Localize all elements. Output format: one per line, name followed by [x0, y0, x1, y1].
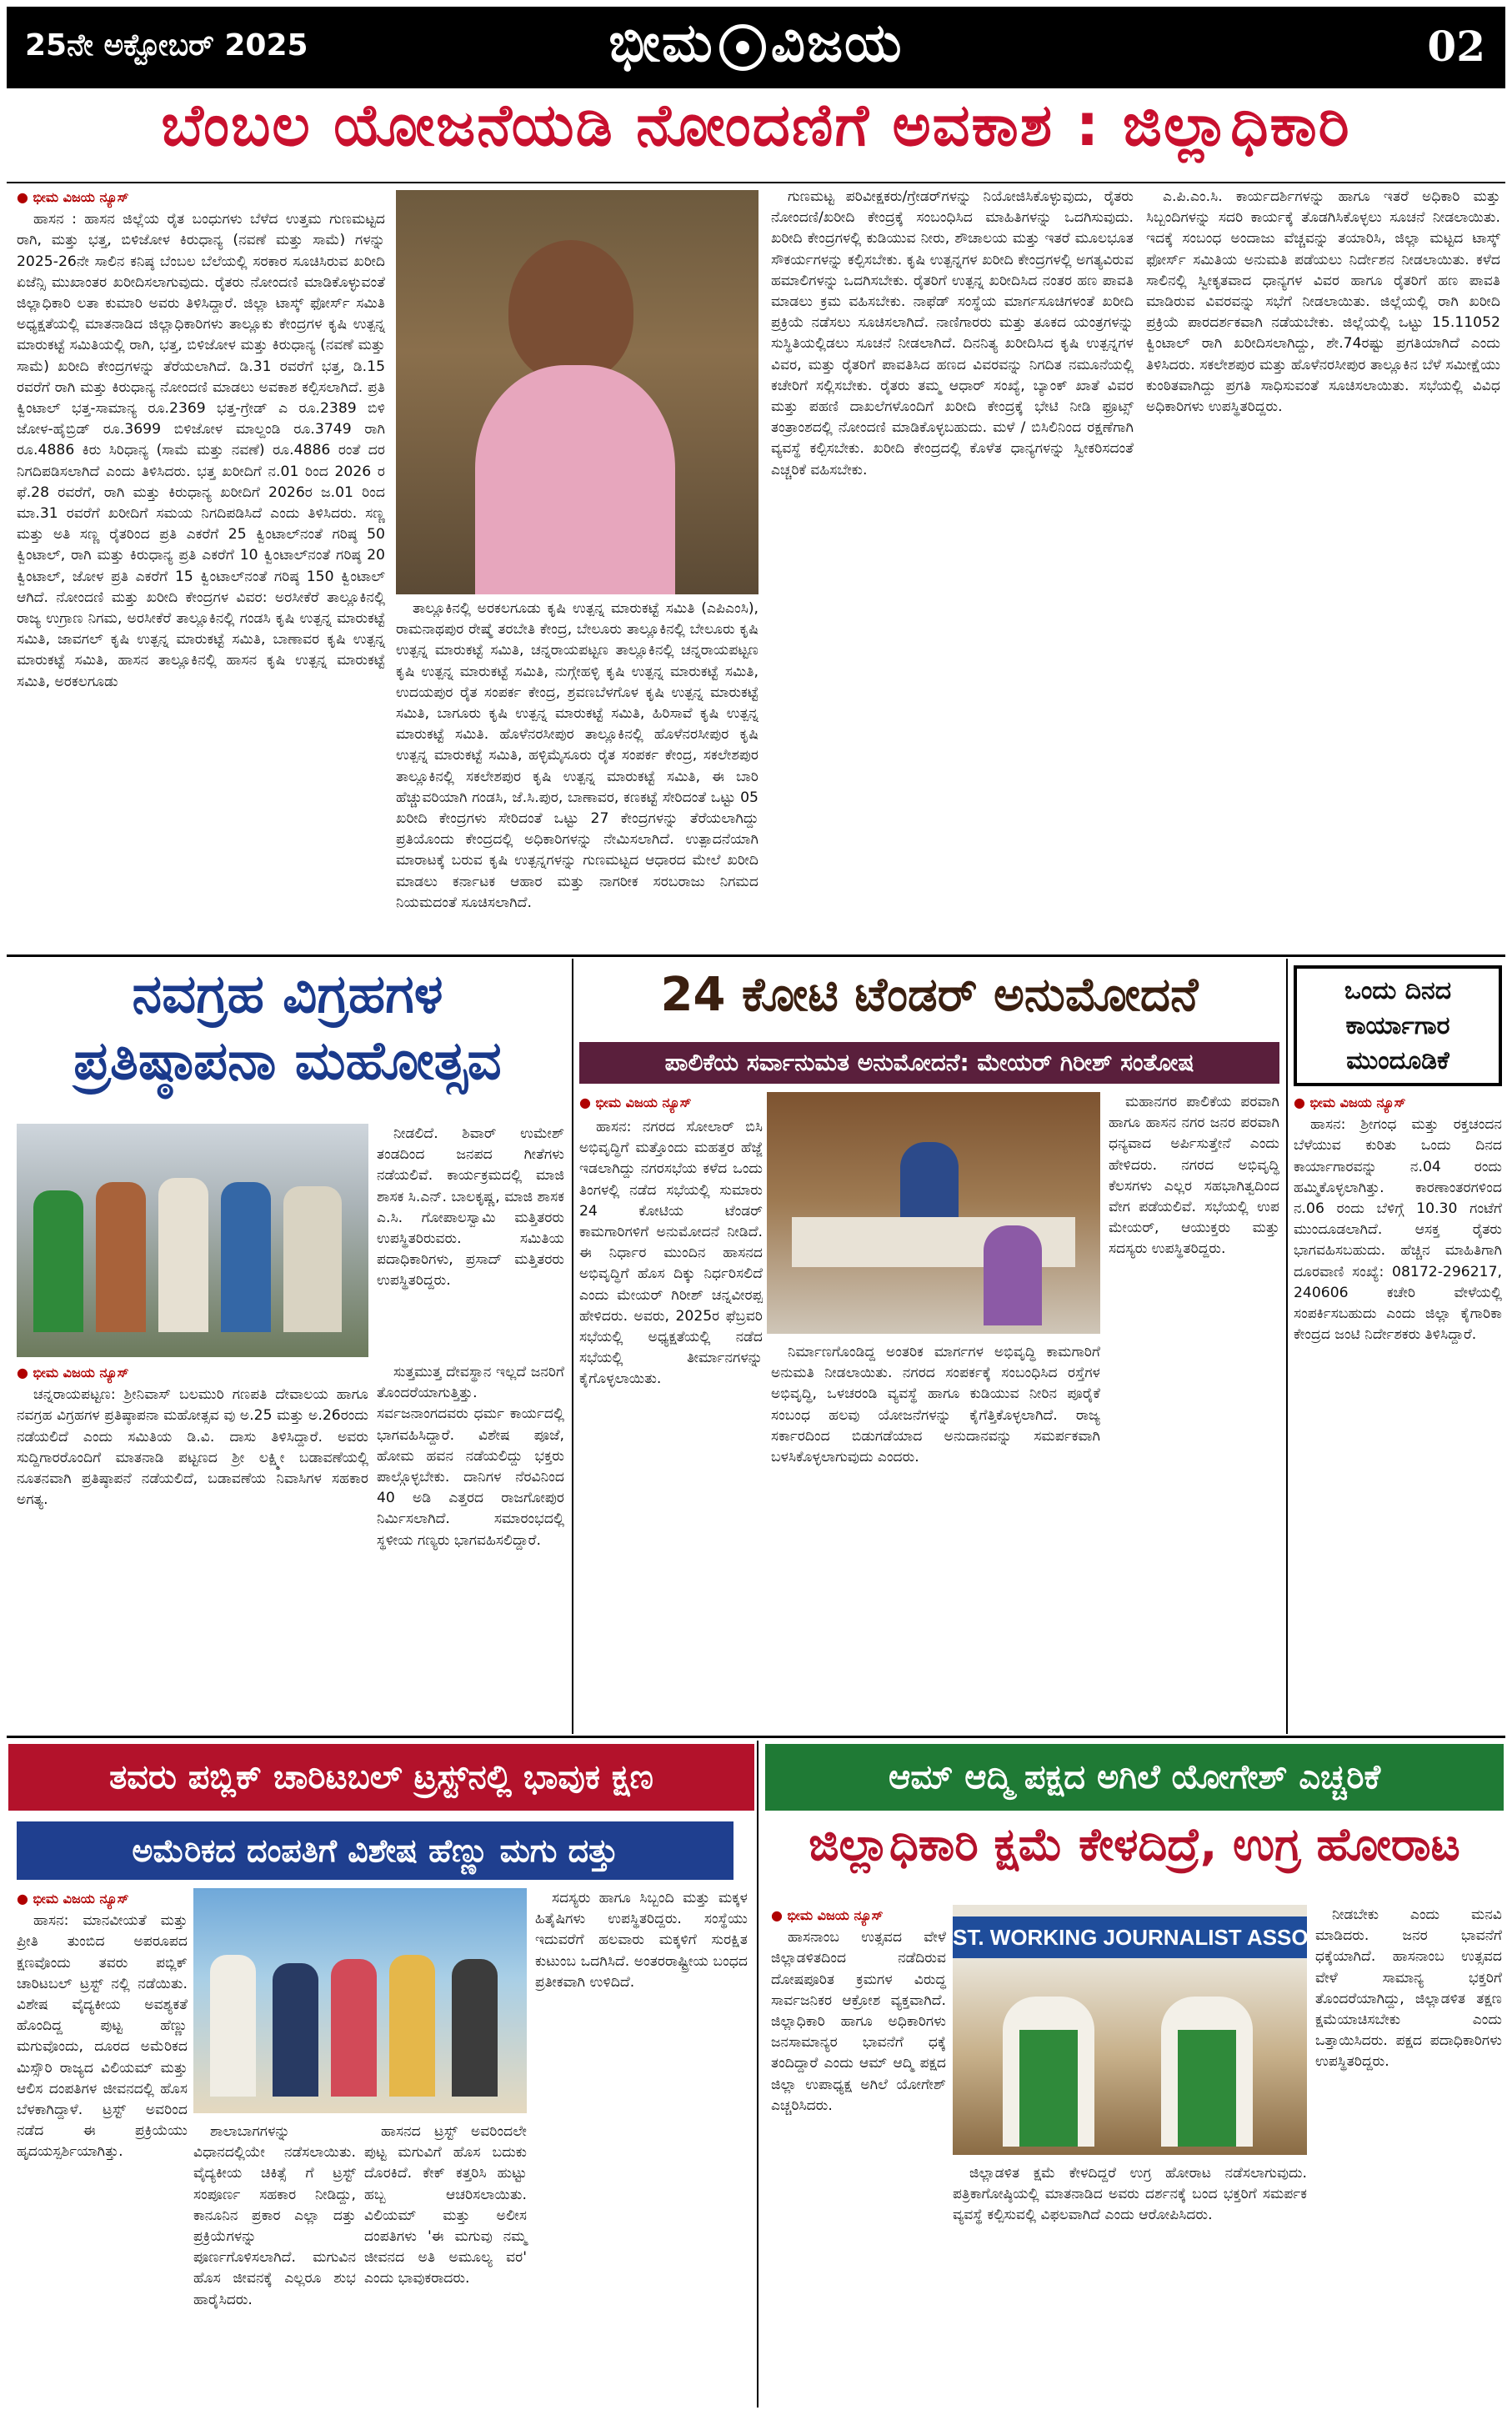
story2-text-3: ನೀಡಲಿದೆ. ಶಿವಾರ್ ಉಮೇಶ್ ತಂಡದಿಂದ ಜನಪದ ಗೀತೆಗಳು ನಡೆಯಲಿವೆ. ಕಾರ್ಯಕ್ರಮದಲ್ಲಿ ಮಾಜಿ ಶಾಸಕ ಸಿ.ಎನ್. ಬಾಲಕೃಷ್ಣ, ಮಾಜಿ ಶಾಸಕ ಎ.ಸಿ. ಗೋಪಾಲಸ್ವಾಮಿ ಮತ್ತಿತರರು ಉಪಸ್ಥಿತರಿರುವರು. ಸಮಿತಿಯ ಪದಾಧಿಕಾರಿಗಳು, ಪ್ರಸಾದ್ ಮತ್ತಿತರರು ಉಪಸ್ಥಿತರಿದ್ದರು. — [377, 1125, 564, 1290]
story3-byline: ● ಭೀಮ ವಿಜಯ ನ್ಯೂಸ್ — [579, 1092, 767, 1113]
story3-text-2: ನಿರ್ಮಾಣಗೊಂಡಿದ್ದ ಅಂತರಿಕ ಮಾರ್ಗಗಳ ಅಭಿವೃದ್ಧಿ ಕಾಮಗಾರಿಗೆ ಅನುಮತಿ ನೀಡಲಾಯಿತು. ನಗರದ ಸಂಪರ್ಕಕ್ಕೆ ಸಂಬಂಧಿಸಿದ ರಸ್ತೆಗಳ ಅಭಿವೃದ್ಧಿ, ಒಳಚರಂಡಿ ವ್ಯವಸ್ಥೆ ಹಾಗೂ ಕುಡಿಯುವ ನೀರಿನ ಪೂರೈಕೆ ಸಂಬಂಧ ಹಲವು ಯೋಜನೆಗಳನ್ನು ಕೈಗೆತ್ತಿಕೊಳ್ಳಲಾಗಿದೆ. ರಾಜ್ಯ ಸರ್ಕಾರದಿಂದ ಬಿಡುಗಡೆಯಾದ ಅನುದಾನವನ್ನು ಸಮರ್ಪಕವಾಗಿ ಬಳಸಿಕೊಳ್ಳಲಾಗುವುದು ಎಂದರು. — [771, 1344, 1100, 1466]
divider — [7, 182, 1505, 183]
story4-text: ಹಾಸನ: ಶ್ರೀಗಂಧ ಮತ್ತು ರಕ್ತಚಂದನ ಬೆಳೆಯುವ ಕುರಿತು ಒಂದು ದಿನದ ಕಾರ್ಯಾಗಾರವನ್ನು ನ.04 ರಂದು ಹಮ್ಮಿಕೊಳ್ಳಲಾಗಿತ್ತು. ಕಾರಣಾಂತರಗಳಿಂದ ನ.06 ರಂದು ಬೆಳಿಗ್ಗೆ 10.30 ಗಂಟೆಗೆ ಮುಂದೂಡಲಾಗಿದೆ. ಆಸಕ್ತ ರೈತರು ಭಾಗವಹಿಸಬಹುದು. ಹೆಚ್ಚಿನ ಮಾಹಿತಿಗಾಗಿ ದೂರವಾಣಿ ಸಂಖ್ಯೆ: 08172-296217, 240606 ಕಚೇರಿ ವೇಳೆಯಲ್ಲಿ ಸಂಪರ್ಕಿಸಬಹುದು ಎಂದು ಜಿಲ್ಲಾ ಕೈಗಾರಿಕಾ ಕೇಂದ್ರದ ಜಂಟಿ ನಿರ್ದೇಶಕರು ತಿಳಿಸಿದ್ದಾರೆ. — [1294, 1116, 1502, 1344]
chakra-icon — [719, 24, 766, 71]
story6-text-2: ಜಿಲ್ಲಾಡಳಿತ ಕ್ಷಮೆ ಕೇಳದಿದ್ದರೆ ಉಗ್ರ ಹೋರಾಟ ನಡೆಸಲಾಗುವುದು. ಪತ್ರಿಕಾಗೋಷ್ಠಿಯಲ್ಲಿ ಮಾತನಾಡಿದ ಅವರು ದರ್ಶನಕ್ಕೆ ಬಂದ ಭಕ್ತರಿಗೆ ಸಮರ್ಪಕ ವ್ಯವಸ್ಥೆ ಕಲ್ಪಿಸುವಲ್ಲಿ ವಿಫಲವಾಗಿದೆ ಎಂದು ಆರೋಪಿಸಿದರು. — [953, 2165, 1307, 2224]
story5-column-2 — [193, 2122, 356, 2397]
issue-date: 25ನೇ ಅಕ್ಟೋಬರ್ 2025 — [25, 28, 308, 63]
story2-headline-line2: ಪ್ರತಿಷ್ಠಾಪನಾ ಮಹೋತ್ಸವ — [73, 1030, 502, 1092]
story6-photo-press — [953, 1905, 1358, 2155]
story6-text-1: ಹಾಸನಾಂಬ ಉತ್ಸವದ ವೇಳೆ ಜಿಲ್ಲಾಡಳಿತದಿಂದ ನಡೆದಿರುವ ದೋಷಪೂರಿತ ಕ್ರಮಗಳ ವಿರುದ್ಧ ಸಾರ್ವಜನಿಕರ ಆಕ್ರೋಶ ವ್ಯಕ್ತವಾಗಿದೆ. ಜಿಲ್ಲಾಧಿಕಾರಿ ಹಾಗೂ ಅಧಿಕಾರಿಗಳು ಜನಸಾಮಾನ್ಯರ ಭಾವನೆಗೆ ಧಕ್ಕೆ ತಂದಿದ್ದಾರೆ ಎಂದು ಆಮ್ ಆದ್ಮಿ ಪಕ್ಷದ ಜಿಲ್ಲಾ ಉಪಾಧ್ಯಕ್ಷ ಅಗಿಲೆ ಯೋಗೇಶ್ ಎಚ್ಚರಿಸಿದರು. — [771, 1929, 946, 2114]
story6-headline: ಆಮ್ ಆದ್ಮಿ ಪಕ್ಷದ ಅಗಿಲೆ ಯೋಗೇಶ್ ಎಚ್ಚರಿಕೆ — [765, 1744, 1504, 1811]
story2-text-1: ಚನ್ನರಾಯಪಟ್ಟಣ: ಶ್ರೀನಿವಾಸ್ ಬಲಮುರಿ ಗಣಪತಿ ದೇವಾಲಯ ಹಾಗೂ ನವಗ್ರಹ ವಿಗ್ರಹಗಳ ಪ್ರತಿಷ್ಠಾಪನಾ ಮಹೋತ್ಸವ ವು ಅ.25 ಮತ್ತು ಅ.26ರಂದು ನಡೆಯಲಿದೆ ಎಂದು ಸಮಿತಿಯ ಡಿ.ವಿ. ದಾಸು ತಿಳಿಸಿದ್ದಾರೆ. ಅವರು ಸುದ್ದಿಗಾರರೊಂದಿಗೆ ಮಾತನಾಡಿ ಪಟ್ಟಣದ ಶ್ರೀ ಲಕ್ಷ್ಮೀ ಬಡಾವಣೆಯಲ್ಲಿ ನೂತನವಾಗಿ ಪ್ರತಿಷ್ಠಾಪನೆ ನಡೆಯಲಿದೆ, ಬಡಾವಣೆಯ ನಿವಾಸಿಗಳ ಸಹಕಾರ ಅಗತ್ಯ. — [17, 1386, 368, 1509]
divider — [1286, 959, 1288, 1734]
story3-photo-meeting — [767, 1092, 1100, 1334]
story6-column-3 — [1315, 1905, 1502, 2397]
story5-text-2: ಶಾಲಾಬಾಗಗಳನ್ನು ವಿಧಾನದಲ್ಲಿಯೇ ನಡೆಸಲಾಯಿತು. ವೈದ್ಯಕೀಯ ಚಿಕಿತ್ಸೆ ಗೆ ಟ್ರಸ್ಟ್ ಸಂಪೂರ್ಣ ಸಹಕಾರ ನೀಡಿದ್ದು, ಕಾನೂನಿನ ಪ್ರಕಾರ ಎಲ್ಲಾ ದತ್ತು ಪ್ರಕ್ರಿಯೆಗಳನ್ನು ಪೂರ್ಣಗೊಳಿಸಲಾಗಿದೆ. ಮಗುವಿನ ಹೊಸ ಜೀವನಕ್ಕೆ ಎಲ್ಲರೂ ಶುಭ ಹಾರೈಸಿದರು. — [193, 2123, 356, 2308]
story4-byline: ● ಭೀಮ ವಿಜಯ ನ್ಯೂಸ್ — [1294, 1092, 1502, 1113]
story3-column-1-text — [579, 1117, 763, 1726]
story1-text-1: ಹಾಸನ : ಹಾಸನ ಜಿಲ್ಲೆಯ ರೈತ ಬಂಧುಗಳು ಬೆಳೆದ ಉತ್ತಮ ಗುಣಮಟ್ಟದ ರಾಗಿ, ಮತ್ತು ಭತ್ತ, ಬಿಳಿಜೋಳ ಕಿರುಧಾನ್ಯ (ನವಣೆ ಮತ್ತು ಸಾಮೆ) ಗಳನ್ನು 2025-26ನೇ ಸಾಲಿನ ಕನಿಷ್ಠ ಬೆಂಬಲ ಬೆಲೆಯಲ್ಲಿ ಸರಕಾರ ಸೂಚಿಸಿರುವ ಖರೀದಿ ಏಜೆನ್ಸಿ ಮುಖಾಂತರ ಖರೀದಿಸಲಾಗುವುದು. ರೈತರು ನೋಂದಣಿ ಮಾಡಿಕೊಳ್ಳುವಂತೆ ಜಿಲ್ಲಾಧಿಕಾರಿ ಲತಾ ಕುಮಾರಿ ಅವರು ತಿಳಿಸಿದ್ದಾರೆ. ಜಿಲ್ಲಾ ಟಾಸ್ಕ್ ಫೋರ್ಸ್ ಸಮಿತಿ ಅಧ್ಯಕ್ಷತೆಯಲ್ಲಿ ಮಾತನಾಡಿದ ಜಿಲ್ಲಾಧಿಕಾರಿಗಳು ತಾಲ್ಲೂಕು ಕೇಂದ್ರಗಳ ಕೃಷಿ ಉತ್ಪನ್ನ ಮಾರುಕಟ್ಟೆ ಸಮಿತಿಯಲ್ಲಿ ರಾಗಿ, ಭತ್ತ, ಬಿಳಿಜೋಳ ಮತ್ತು ಕಿರುಧಾನ್ಯ (ನವಣೆ ಮತ್ತು ಸಾಮೆ) ಖರೀದಿ ಕೇಂದ್ರಗಳನ್ನು ತೆರೆಯಲಾಗಿದೆ. ಡಿ.31 ರವರೆಗೆ ಭತ್ತ, ಡಿ.15 ರವರೆಗೆ ರಾಗಿ ಮತ್ತು ಕಿರುಧಾನ್ಯ ನೋಂದಣಿ ಮಾಡಲು ಅವಕಾಶ ಕಲ್ಪಿಸಲಾಗಿದೆ. ಪ್ರತಿ ಕ್ವಿಂಟಾಲ್ ಭತ್ತ-ಸಾಮಾನ್ಯ ರೂ.2369 ಭತ್ತ-ಗ್ರೇಡ್ ಎ ರೂ.2389 ಬಿಳಿ ಜೋಳ-ಹೈಬ್ರಿಡ್ ರೂ.3699 ಬಿಳಿಜೋಳ ಮಾಲ್ದಂಡಿ ರೂ.3749 ರಾಗಿ ರೂ.4886 ಕಿರು ಸಿರಿಧಾನ್ಯ (ಸಾಮೆ ಮತ್ತು ನವಣೆ) ರೂ.4886 ರಂತೆ ದರ ನಿಗದಿಪಡಿಸಲಾಗಿದೆ ಎಂದು ತಿಳಿಸಿದರು. ಭತ್ತ ಖರೀದಿಗೆ ನ.01 ರಿಂದ 2026 ರ ಫೆ.28 ರವರೆಗೆ, ರಾಗಿ ಮತ್ತು ಕಿರುಧಾನ್ಯ ಖರೀದಿಗೆ 2026ರ ಜ.01 ರಿಂದ ಮಾ.31 ರವರೆಗೆ ಖರೀದಿಗೆ ಸಮಯ ನಿಗದಿಪಡಿಸಿದೆ ಎಂದು ತಿಳಿಸಿದರು. ಸಣ್ಣ ಮತ್ತು ಅತಿ ಸಣ್ಣ ರೈತರಿಂದ ಪ್ರತಿ ಎಕರೆಗೆ 25 ಕ್ವಿಂಟಾಲ್‌ನಂತೆ ಗರಿಷ್ಠ 50 ಕ್ವಿಂಟಾಲ್, ರಾಗಿ ಮತ್ತು ಕಿರುಧಾನ್ಯ ಪ್ರತಿ ಎಕರೆಗೆ 10 ಕ್ವಿಂಟಾಲ್‌ನಂತೆ ಗರಿಷ್ಠ 20 ಕ್ವಿಂಟಾಲ್, ಜೋಳ ಪ್ರತಿ ಎಕರೆಗೆ 15 ಕ್ವಿಂಟಾಲ್‌ನಂತೆ ಗರಿಷ್ಠ 150 ಕ್ವಿಂಟಾಲ್ ಆಗಿದೆ. ನೋಂದಣಿ ಮತ್ತು ಖರೀದಿ ಕೇಂದ್ರಗಳ ವಿವರ: ಅರಸೀಕೆರೆ ತಾಲ್ಲೂಕಿನಲ್ಲಿ ರಾಜ್ಯ ಉಗ್ರಾಣ ನಿಗಮ, ಅರಸೀಕೆರೆ ತಾಲ್ಲೂಕಿನಲ್ಲಿ ಗಂಡಸಿ ಕೃಷಿ ಉತ್ಪನ್ನ ಮಾರುಕಟ್ಟೆ ಸಮಿತಿ, ಜಾವಗಲ್ ಕೃಷಿ ಉತ್ಪನ್ನ ಮಾರುಕಟ್ಟೆ ಸಮಿತಿ, ಬಾಣಾವರ ಕೃಷಿ ಉತ್ಪನ್ನ ಮಾರುಕಟ್ಟೆ ಸಮಿತಿ, ಹಾಸನ ತಾಲ್ಲೂಕಿನಲ್ಲಿ ಹಾಸನ ಕೃಷಿ ಉತ್ಪನ್ನ ಮಾರುಕಟ್ಟೆ ಸಮಿತಿ, ಅರಕಲಗೂಡು — [17, 211, 385, 690]
story3-subhead: ಪಾಲಿಕೆಯ ಸರ್ವಾನುಮತ ಅನುಮೋದನೆ: ಮೇಯರ್ ಗಿರೀಶ್ ಸಂತೋಷ — [579, 1042, 1279, 1084]
story5-text-1: ಹಾಸನ: ಮಾನವೀಯತೆ ಮತ್ತು ಪ್ರೀತಿ ತುಂಬಿದ ಅಪರೂಪದ ಕ್ಷಣವೊಂದು ತವರು ಪಬ್ಲಿಕ್ ಚಾರಿಟಬಲ್ ಟ್ರಸ್ಟ್ ನಲ್ಲಿ ನಡೆಯಿತು. ವಿಶೇಷ ವೈದ್ಯಕೀಯ ಅವಶ್ಯಕತೆ ಹೊಂದಿದ್ದ ಪುಟ್ಟ ಹೆಣ್ಣು ಮಗುವೊಂದು, ದೂರದ ಅಮೆರಿಕದ ಮಿಸ್ಸೌರಿ ರಾಜ್ಯದ ವಿಲಿಯಮ್ ಮತ್ತು ಆಲಿಸ ದಂಪತಿಗಳ ಜೀವನದಲ್ಲಿ ಹೊಸ ಬೆಳಕಾಗಿದ್ದಾಳೆ. ಟ್ರಸ್ಟ್ ಅವರಿಂದ ನಡೆದ ಈ ಪ್ರಕ್ರಿಯೆಯು ಹೃದಯಸ್ಪರ್ಶಿಯಾಗಿತ್ತು. — [17, 1912, 188, 2161]
logo-text-left: ಭೀಮ — [608, 12, 714, 74]
story6-subhead: ಜಿಲ್ಲಾಧಿಕಾರಿ ಕ್ಷಮೆ ಕೇಳದಿದ್ರೆ, ಉಗ್ರ ಹೋರಾಟ — [809, 1818, 1460, 1871]
divider — [572, 959, 573, 1734]
story4-headline-line2: ಕಾರ್ಯಾಗಾರ — [1345, 1011, 1450, 1040]
story5-column-3 — [364, 2122, 527, 2397]
story1-column-2 — [396, 599, 759, 949]
story6-byline: ● ಭೀಮ ವಿಜಯ ನ್ಯೂಸ್ — [771, 1905, 946, 1926]
divider — [7, 1736, 1505, 1738]
masthead — [7, 7, 1505, 88]
story2-photo-group — [17, 1124, 368, 1357]
story6-column-2 — [953, 2163, 1307, 2397]
story5-text-3: ಹಾಸನದ ಟ್ರಸ್ಟ್ ಅವರಿಂದಲೇ ಪುಟ್ಟ ಮಗುವಿಗೆ ಹೊಸ ಬದುಕು ದೊರಕಿದೆ. ಕೇಕ್ ಕತ್ತರಿಸಿ ಹುಟ್ಟು ಹಬ್ಬ ಆಚರಿಸಲಾಯಿತು. ವಿಲಿಯಮ್ ಮತ್ತು ಅಲೀಸ ದಂಪತಿಗಳು 'ಈ ಮಗುವು ನಮ್ಮ ಜೀವನದ ಅತಿ ಅಮೂಲ್ಯ ವರ' ಎಂದು ಭಾವುಕರಾದರು. — [364, 2123, 527, 2287]
divider — [7, 954, 1505, 957]
divider — [757, 1741, 759, 2407]
story3-column-3 — [1109, 1092, 1279, 1726]
story4-headline-box — [1294, 965, 1502, 1086]
story3-headline: 24 ಕೋಟಿ ಟೆಂಡರ್ ಅನುಮೋದನೆ — [660, 968, 1199, 1022]
story4-headline-line3: ಮುಂದೂಡಿಕೆ — [1346, 1046, 1449, 1075]
story2-headline-line1: ನವಗ್ರಹ ವಿಗ್ರಹಗಳ — [132, 964, 443, 1025]
story2-byline: ● ಭೀಮ ವಿಜಯ ನ್ಯೂಸ್ — [17, 1362, 368, 1383]
story5-byline: ● ಭೀಮ ವಿಜಯ ನ್ಯೂಸ್ — [17, 1888, 188, 1909]
story3-text-3: ಮಹಾನಗರ ಪಾಲಿಕೆಯ ಪರವಾಗಿ ಹಾಗೂ ಹಾಸನ ನಗರ ಜನರ ಪರವಾಗಿ ಧನ್ಯವಾದ ಅರ್ಪಿಸುತ್ತೇನೆ ಎಂದು ಹೇಳಿದರು. ನಗರದ ಅಭಿವೃದ್ಧಿ ಕೆಲಸಗಳು ಎಲ್ಲರ ಸಹಭಾಗಿತ್ವದಿಂದ ವೇಗ ಪಡೆಯಲಿವೆ. ಸಭೆಯಲ್ಲಿ ಉಪ ಮೇಯರ್, ಆಯುಕ್ತರು ಮತ್ತು ಸದಸ್ಯರು ಉಪಸ್ಥಿತರಿದ್ದರು. — [1109, 1094, 1279, 1258]
story1-text-3: ಗುಣಮಟ್ಟ ಪರಿವೀಕ್ಷಕರು/ಗ್ರೇಡರ್‌ಗಳನ್ನು ನಿಯೋಜಿಸಿಕೊಳ್ಳುವುದು, ರೈತರು ನೋಂದಣಿ/ಖರೀದಿ ಕೇಂದ್ರಕ್ಕೆ ಸಂಬಂಧಿಸಿದ ಮಾಹಿತಿಗಳನ್ನು ಒದಗಿಸುವುದು. ಖರೀದಿ ಕೇಂದ್ರಗಳಲ್ಲಿ ಕುಡಿಯುವ ನೀರು, ಶೌಚಾಲಯ ಮತ್ತು ಇತರೆ ಮೂಲಭೂತ ಸೌಕರ್ಯಗಳನ್ನು ಕಲ್ಪಿಸಬೇಕು. ಕೃಷಿ ಉತ್ಪನ್ನಗಳ ಖರೀದಿ ಕೇಂದ್ರಗಳಲ್ಲಿ ಅಗತ್ಯವಿರುವ ಹಮಾಲಿಗಳನ್ನು ಒದಗಿಸಬೇಕು. ರೈತರಿಗೆ ಉತ್ಪನ್ನ ಖರೀದಿಸಿದ ನಂತರ ಹಣ ಪಾವತಿ ಮಾಡಲು ಕ್ರಮ ವಹಿಸಬೇಕು. ನಾಫೆಡ್ ಸಂಸ್ಥೆಯ ಮಾರ್ಗಸೂಚಿಗಳಂತೆ ಖರೀದಿ ಪ್ರಕ್ರಿಯೆ ನಡೆಸಲು ಸೂಚಿಸಲಾಗಿದೆ. ನಾಣಿಗಾರರು ಮತ್ತು ತೂಕದ ಯಂತ್ರಗಳನ್ನು ಸುಸ್ಥಿತಿಯಲ್ಲಿಡಲು ಸೂಚನೆ ನೀಡಲಾಗಿದೆ. ದಿನನಿತ್ಯ ಖರೀದಿಸಿದ ಕೃಷಿ ಉತ್ಪನ್ನಗಳ ವಿವರ, ಮತ್ತು ರೈತರಿಗೆ ಪಾವತಿಸಿದ ಹಣದ ವಿವರವನ್ನು ನಿಗದಿತ ನಮೂನೆಯಲ್ಲಿ ಕಚೇರಿಗೆ ಸಲ್ಲಿಸಬೇಕು. ರೈತರು ತಮ್ಮ ಆಧಾರ್ ಸಂಖ್ಯೆ, ಬ್ಯಾಂಕ್ ಖಾತೆ ವಿವರ ಮತ್ತು ಪಹಣಿ ದಾಖಲೆಗಳೊಂದಿಗೆ ಖರೀದಿ ಕೇಂದ್ರಕ್ಕೆ ಭೇಟಿ ನೀಡಿ ಫ್ರೂಟ್ಸ್ ತಂತ್ರಾಂಶದಲ್ಲಿ ನೋಂದಣಿ ಮಾಡಿಕೊಳ್ಳಬಹುದು. ಮಳೆ / ಬಿಸಿಲಿನಿಂದ ರಕ್ಷಣೆಗಾಗಿ ವ್ಯವಸ್ಥೆ ಕಲ್ಪಿಸಬೇಕು. ಖರೀದಿ ಕೇಂದ್ರದಲ್ಲಿ ಕೊಳೆತ ಧಾನ್ಯಗಳನ್ನು ಸ್ವೀಕರಿಸದಂತೆ ಎಚ್ಚರಿಕೆ ವಹಿಸಬೇಕು. — [771, 188, 1134, 478]
story5-headline: ತವರು ಪಬ್ಲಿಕ್ ಚಾರಿಟಬಲ್ ಟ್ರಸ್ಟ್‌ನಲ್ಲಿ ಭಾವುಕ ಕ್ಷಣ — [8, 1744, 754, 1811]
story1-headline: ಬೆಂಬಲ ಯೋಜನೆಯಡಿ ನೋಂದಣಿಗೆ ಅವಕಾಶ : ಜಿಲ್ಲಾಧಿಕಾರಿ — [161, 91, 1351, 159]
story5-column-4 — [535, 1888, 748, 2397]
story3-column-2 — [771, 1342, 1100, 1726]
story2-column-3 — [377, 1124, 564, 1357]
story1-byline: ● ಭೀಮ ವಿಜಯ ನ್ಯೂಸ್ — [17, 187, 385, 208]
story2-text-2: ಸುತ್ತಮುತ್ತ ದೇವಸ್ಥಾನ ಇಲ್ಲದೆ ಜನರಿಗೆ ತೊಂದರೆಯಾಗುತ್ತಿತ್ತು. ಸರ್ವಜನಾಂಗದವರು ಧರ್ಮ ಕಾರ್ಯದಲ್ಲಿ ಭಾಗವಹಿಸಿದ್ದಾರೆ. ವಿಶೇಷ ಪೂಜೆ, ಹೋಮ ಹವನ ನಡೆಯಲಿದ್ದು ಭಕ್ತರು ಪಾಲ್ಗೊಳ್ಳಬೇಕು. ದಾನಿಗಳ ನೆರವಿನಿಂದ 40 ಅಡಿ ಎತ್ತರದ ರಾಜಗೋಪುರ ನಿರ್ಮಿಸಲಾಗಿದೆ. ಸಮಾರಂಭದಲ್ಲಿ ಸ್ಥಳೀಯ ಗಣ್ಯರು ಭಾಗವಹಿಸಲಿದ್ದಾರೆ. — [377, 1364, 564, 1549]
story5-column-1 — [17, 1888, 188, 2397]
page-number: 02 — [1427, 22, 1485, 71]
story1-column-1 — [17, 187, 385, 949]
story1-column-3 — [771, 187, 1134, 949]
story5-text-4: ಸದಸ್ಯರು ಹಾಗೂ ಸಿಬ್ಬಂದಿ ಮತ್ತು ಮಕ್ಕಳ ಹಿತೈಷಿಗಳು ಉಪಸ್ಥಿತರಿದ್ದರು. ಸಂಸ್ಥೆಯು ಇದುವರೆಗೆ ಹಲವಾರು ಮಕ್ಕಳಿಗೆ ಸುರಕ್ಷಿತ ಕುಟುಂಬ ಒದಗಿಸಿದೆ. ಅಂತರರಾಷ್ಟ್ರೀಯ ಬಂಧದ ಪ್ರತೀಕವಾಗಿ ಉಳಿದಿದೆ. — [535, 1890, 748, 1991]
story1-photo-official — [396, 190, 759, 594]
story5-photo-adoption — [193, 1888, 527, 2113]
story1-text-2: ತಾಲ್ಲೂಕಿನಲ್ಲಿ ಅರಕಲಗೂಡು ಕೃಷಿ ಉತ್ಪನ್ನ ಮಾರುಕಟ್ಟೆ ಸಮಿತಿ (ಎಪಿಎಂಸಿ), ರಾಮನಾಥಪುರ ರೇಷ್ಮೆ ತರಬೇತಿ ಕೇಂದ್ರ, ಬೇಲೂರು ತಾಲ್ಲೂಕಿನಲ್ಲಿ ಬೇಲೂರು ಕೃಷಿ ಉತ್ಪನ್ನ ಮಾರುಕಟ್ಟೆ ಸಮಿತಿ, ಚನ್ನರಾಯಪಟ್ಟಣ ತಾಲ್ಲೂಕಿನಲ್ಲಿ ಚನ್ನರಾಯಪಟ್ಟಣ ಕೃಷಿ ಉತ್ಪನ್ನ ಮಾರುಕಟ್ಟೆ ಸಮಿತಿ, ನುಗ್ಗೇಹಳ್ಳಿ ಕೃಷಿ ಉತ್ಪನ್ನ ಮಾರುಕಟ್ಟೆ ಸಮಿತಿ, ಉದಯಪುರ ರೈತ ಸಂಪರ್ಕ ಕೇಂದ್ರ, ಶ್ರವಣಬೆಳಗೊಳ ಕೃಷಿ ಉತ್ಪನ್ನ ಮಾರುಕಟ್ಟೆ ಸಮಿತಿ, ಬಾಗೂರು ಕೃಷಿ ಉತ್ಪನ್ನ ಮಾರುಕಟ್ಟೆ ಸಮಿತಿ, ಹಿರಿಸಾವೆ ಕೃಷಿ ಉತ್ಪನ್ನ ಮಾರುಕಟ್ಟೆ ಸಮಿತಿ. ಹೊಳೆನರಸೀಪುರ ತಾಲ್ಲೂಕಿನಲ್ಲಿ ಹೊಳೆನರಸೀಪುರ ಕೃಷಿ ಉತ್ಪನ್ನ ಮಾರುಕಟ್ಟೆ ಸಮಿತಿ, ಹಳ್ಳಿಮೈಸೂರು ರೈತ ಸಂಪರ್ಕ ಕೇಂದ್ರ, ಸಕಲೇಶಪುರ ತಾಲ್ಲೂಕಿನಲ್ಲಿ ಸಕಲೇಶಪುರ ಕೃಷಿ ಉತ್ಪನ್ನ ಮಾರುಕಟ್ಟೆ ಸಮಿತಿ, ಈ ಬಾರಿ ಹೆಚ್ಚುವರಿಯಾಗಿ ಗಂಡಸಿ, ಜೆ.ಸಿ.ಪುರ, ಬಾಣಾವರ, ಕಣಕಟ್ಟೆ ಸೇರಿದಂತೆ ಒಟ್ಟು 05 ಖರೀದಿ ಕೇಂದ್ರಗಳು ಸೇರಿದಂತೆ ಒಟ್ಟು 27 ಕೇಂದ್ರಗಳನ್ನು ತೆರೆಯಲಾಗಿದ್ದು ಪ್ರತಿಯೊಂದು ಕೇಂದ್ರದಲ್ಲಿ ಅಧಿಕಾರಿಗಳನ್ನು ನೇಮಿಸಲಾಗಿದೆ. ಉತ್ಪಾದನೆಯಾಗಿ ಮಾರಾಟಕ್ಕೆ ಬರುವ ಕೃಷಿ ಉತ್ಪನ್ನಗಳನ್ನು ಗುಣಮಟ್ಟದ ಆಧಾರದ ಮೇಲೆ ಖರೀದಿ ಮಾಡಲು ಕರ್ನಾಟಕ ಆಹಾರ ಮತ್ತು ನಾಗರೀಕ ಸರಬರಾಜು ನಿಗಮದ ನಿಯಮದಂತೆ ಸೂಚಿಸಲಾಗಿದೆ. — [396, 600, 759, 911]
story6-column-1 — [771, 1905, 946, 2397]
story2-column-1 — [17, 1362, 368, 1727]
logo-text-right: ವಿಜಯ — [770, 12, 904, 74]
story1-text-4: ಎ.ಪಿ.ಎಂ.ಸಿ. ಕಾರ್ಯದರ್ಶಿಗಳನ್ನು ಹಾಗೂ ಇತರೆ ಅಧಿಕಾರಿ ಮತ್ತು ಸಿಬ್ಬಂದಿಗಳನ್ನು ಸದರಿ ಕಾರ್ಯಕ್ಕೆ ತೊಡಗಿಸಿಕೊಳ್ಳಲು ಸೂಚನೆ ನೀಡಲಾಯಿತು. ಇದಕ್ಕೆ ಸಂಬಂಧ ಅಂದಾಜು ವೆಚ್ಚವನ್ನು ತಯಾರಿಸಿ, ಜಿಲ್ಲಾ ಮಟ್ಟದ ಟಾಸ್ಕ್ ಫೋರ್ಸ್ ಸಮಿತಿಯ ಅನುಮತಿ ಪಡೆಯಲು ನಿರ್ದೇಶನ ನೀಡಲಾಯಿತು. ಕಳೆದ ಸಾಲಿನಲ್ಲಿ ಸ್ವೀಕೃತವಾದ ಧಾನ್ಯಗಳ ವಿವರ ಹಾಗೂ ರೈತರಿಗೆ ಹಣ ಪಾವತಿ ಮಾಡಿರುವ ವಿವರವನ್ನು ಸಭೆಗೆ ನೀಡಲಾಯಿತು. ಜಿಲ್ಲೆಯಲ್ಲಿ ರಾಗಿ ಖರೀದಿ ಪ್ರಕ್ರಿಯೆ ಪಾರದರ್ಶಕವಾಗಿ ನಡೆಯಬೇಕು. ಜಿಲ್ಲೆಯಲ್ಲಿ ಒಟ್ಟು 15.11052 ಕ್ವಿಂಟಾಲ್ ರಾಗಿ ಖರೀದಿಸಲಾಗಿದ್ದು, ಶೇ.74ರಷ್ಟು ಪ್ರಗತಿಯಾಗಿದೆ ಎಂದು ತಿಳಿಸಿದರು. ಸಕಲೇಶಪುರ ಮತ್ತು ಹೊಳೆನರಸೀಪುರ ತಾಲ್ಲೂಕಿನ ಬೆಳೆ ಸಮೀಕ್ಷೆಯು ಕುಂಠಿತವಾಗಿದ್ದು ಪ್ರಗತಿ ಸಾಧಿಸುವಂತೆ ಸೂಚಿಸಲಾಯಿತು. ಸಭೆಯಲ್ಲಿ ವಿವಿಧ ಅಧಿಕಾರಿಗಳು ಉಪಸ್ಥಿತರಿದ್ದರು. — [1146, 188, 1500, 416]
newspaper-logo — [7, 12, 1505, 74]
story6-photo-banner: ST. WORKING JOURNALIST ASSOCIAT — [953, 1916, 1307, 1958]
story5-subhead: ಅಮೆರಿಕದ ದಂಪತಿಗೆ ವಿಶೇಷ ಹೆಣ್ಣು ಮಗು ದತ್ತು — [17, 1821, 733, 1880]
story1-column-4 — [1146, 187, 1500, 949]
story4-headline-line1: ಒಂದು ದಿನದ — [1344, 976, 1452, 1005]
story2-column-2 — [377, 1362, 564, 1727]
story4-column — [1294, 1092, 1502, 1726]
story3-text-1: ಹಾಸನ: ನಗರದ ಸೋಲಾರ್ ಬಿಸಿ ಅಭಿವೃದ್ಧಿಗೆ ಮತ್ತೊಂದು ಮಹತ್ತರ ಹೆಜ್ಜೆ ಇಡಲಾಗಿದ್ದು ನಗರಸಭೆಯ ಕಳೆದ ಒಂದು ತಿಂಗಳಲ್ಲಿ ನಡೆದ ಸಭೆಯಲ್ಲಿ ಸುಮಾರು 24 ಕೋಟಿಯ ಟೆಂಡರ್ ಕಾಮಗಾರಿಗಳಿಗೆ ಅನುಮೋದನೆ ನೀಡಿದೆ. ಈ ನಿರ್ಧಾರ ಮುಂದಿನ ಹಾಸನದ ಅಭಿವೃದ್ಧಿಗೆ ಹೊಸ ದಿಕ್ಕು ನಿರ್ಧರಿಸಲಿದೆ ಎಂದು ಮೇಯರ್ ಗಿರೀಶ್ ಚನ್ನವೀರಪ್ಪ ಹೇಳಿದರು. ಅವರು, 2025ರ ಫೆಬ್ರವರಿ ಸಭೆಯಲ್ಲಿ ಅಧ್ಯಕ್ಷತೆಯಲ್ಲಿ ನಡೆದ ಸಭೆಯಲ್ಲಿ ತೀರ್ಮಾನಗಳನ್ನು ಕೈಗೊಳ್ಳಲಾಯಿತು. — [579, 1119, 763, 1388]
story6-text-3: ನೀಡಬೇಕು ಎಂದು ಮನವಿ ಮಾಡಿದರು. ಜನರ ಭಾವನೆಗೆ ಧಕ್ಕೆಯಾಗಿದೆ. ಹಾಸನಾಂಬ ಉತ್ಸವದ ವೇಳೆ ಸಾಮಾನ್ಯ ಭಕ್ತರಿಗೆ ತೊಂದರೆಯಾಗಿದ್ದು, ಜಿಲ್ಲಾಡಳಿತ ತಕ್ಷಣ ಕ್ಷಮೆಯಾಚಿಸಬೇಕು ಎಂದು ಒತ್ತಾಯಿಸಿದರು. ಪಕ್ಷದ ಪದಾಧಿಕಾರಿಗಳು ಉಪಸ್ಥಿತರಿದ್ದರು. — [1315, 1906, 1502, 2071]
